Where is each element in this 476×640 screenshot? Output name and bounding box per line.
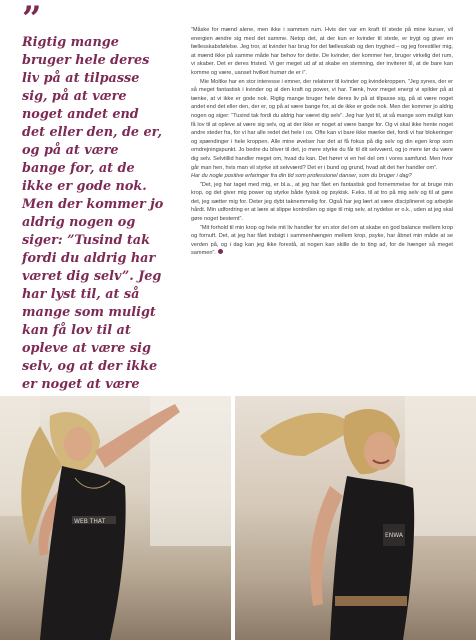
article-paragraph: ”Det, jeg har taget med mig, er bl.a., at jeg har fået en fantastisk god fornemmelse for at bruge min krop, og det giver mig power og styrke både fysisk og psykisk. F.eks. til at tro på mig selv og til at gøre det, jeg sætter mig for. Deter jeg dybt taknemmelig for. Også har jeg lært at være disciplineret og arbejde hårdt. Min udfordring er at lære at slippe kontrollen og sige til mig selv, at nydelse er o.k., uden at jeg skal gøre noget bestemt”. (191, 181, 453, 223)
article-body (191, 26, 453, 258)
interview-question: Har du nogle positive erfaringer fra din tid som professionel danser, som du bruger i dag? (191, 173, 412, 180)
pull-quote: Rigtig mange bruger hele deres liv på at tilpasse sig, på at være noget andet end det eller den, de er, og på at være bange for, at de ikke er gode nok. Men der kommer jo aldrig nogen og siger: ”Tusind tak fordi du aldrig har været dig selv”. Jeg har lyst til, at så mange som muligt kan få lov til at opleve at være sig selv, og at der ikke er noget at være (22, 35, 164, 392)
quote-mark-icon: ” (22, 0, 42, 39)
dancer-right-illustration (235, 396, 476, 640)
photo-dancer-left (0, 396, 231, 640)
article-paragraph: ”Måske for mænd alene, men ikke i sammen rum. Hvis der var en kraft til stede på mine kurser, vil energien ændre sig med det samme. Netop det, at der kun er kvinder til stede, er trygt og giver en fællesskabsfølelse. Jeg tror, at kvinder har brug for det fællesskab og den tryghed – og jeg forestiller mig, at mænd ikke på samme måde har behov for dette. De kvinder, der kommer her, bruger virkelig det rum, vi skaber. Det er deres fristed. Vi ger meget ud af at skabe en stemning, der inviterer til, at de bare kan komme og være, uanset hvilket humør de er i”. (191, 27, 453, 76)
end-mark-icon (218, 249, 223, 254)
dancer-left-illustration (0, 396, 231, 640)
article-paragraph-text: ”Mit forhold til min krop og hele mit liv handler for en stor del om at skabe en god balance mellem krop og fornuft. Det, at jeg har fået indsigt i sammenhængen mellem krop, psyke, har åbnet min måde at se verden på, og i dag kan jeg ikke forestå, at nogen kan skille de to ting ad, for de hænger så meget sammen”. (191, 224, 453, 257)
article-paragraph-last (191, 224, 453, 258)
shirt-print-right: ENWA (385, 532, 403, 539)
shirt-print-left: WEB THAT (74, 518, 106, 525)
article-paragraph: Mie Moltke har en stor interesse i emner, der relaterer til kvinder og kvindekroppen. ”Jeg synes, der er så meget fantastisk i kvinder og al den kraft og power, vi har. Tænk, hvor meget energi vi spilder på at tænke, at vi ikke er gode nok. Rigtig mange bruger hele deres liv på at tilpasse sig, på at være noget andet end det eller den, der er, og på at være bange for, at de ikke er gode nok. Men der kommer jo aldrig nogen og siger: ”Tusind tak fordi du aldrig har været dig selv”. Jeg har lyst til, at så mange som muligt kan få lov til at opleve at være sig selv, og at der ikke er noget at være bange for. Og vi skal ikke hente noget andre steder fra, for vi har alle redet det hele i os. Ofte kan vi bare ikke mærke det, fordi vi har blokeringer og spændinger i hele kroppen. Alle mine øvelser har det at få fokus på dig selv og din egen krop som omdrejningspunkt. Jo bedre du bliver til det, jo mere styrke du får til dit selvværd, og jo mere tør du være dig selv. Selvtillid handler meget om, hvad du kan. Det hører vi en hel del om i vores samfund. Men hvor går man hen, hvis man vil styrke sit selvværd? Det er i bund og grund, hvad alt det her handler om”. (191, 78, 453, 171)
photo-dancer-right (235, 396, 476, 640)
